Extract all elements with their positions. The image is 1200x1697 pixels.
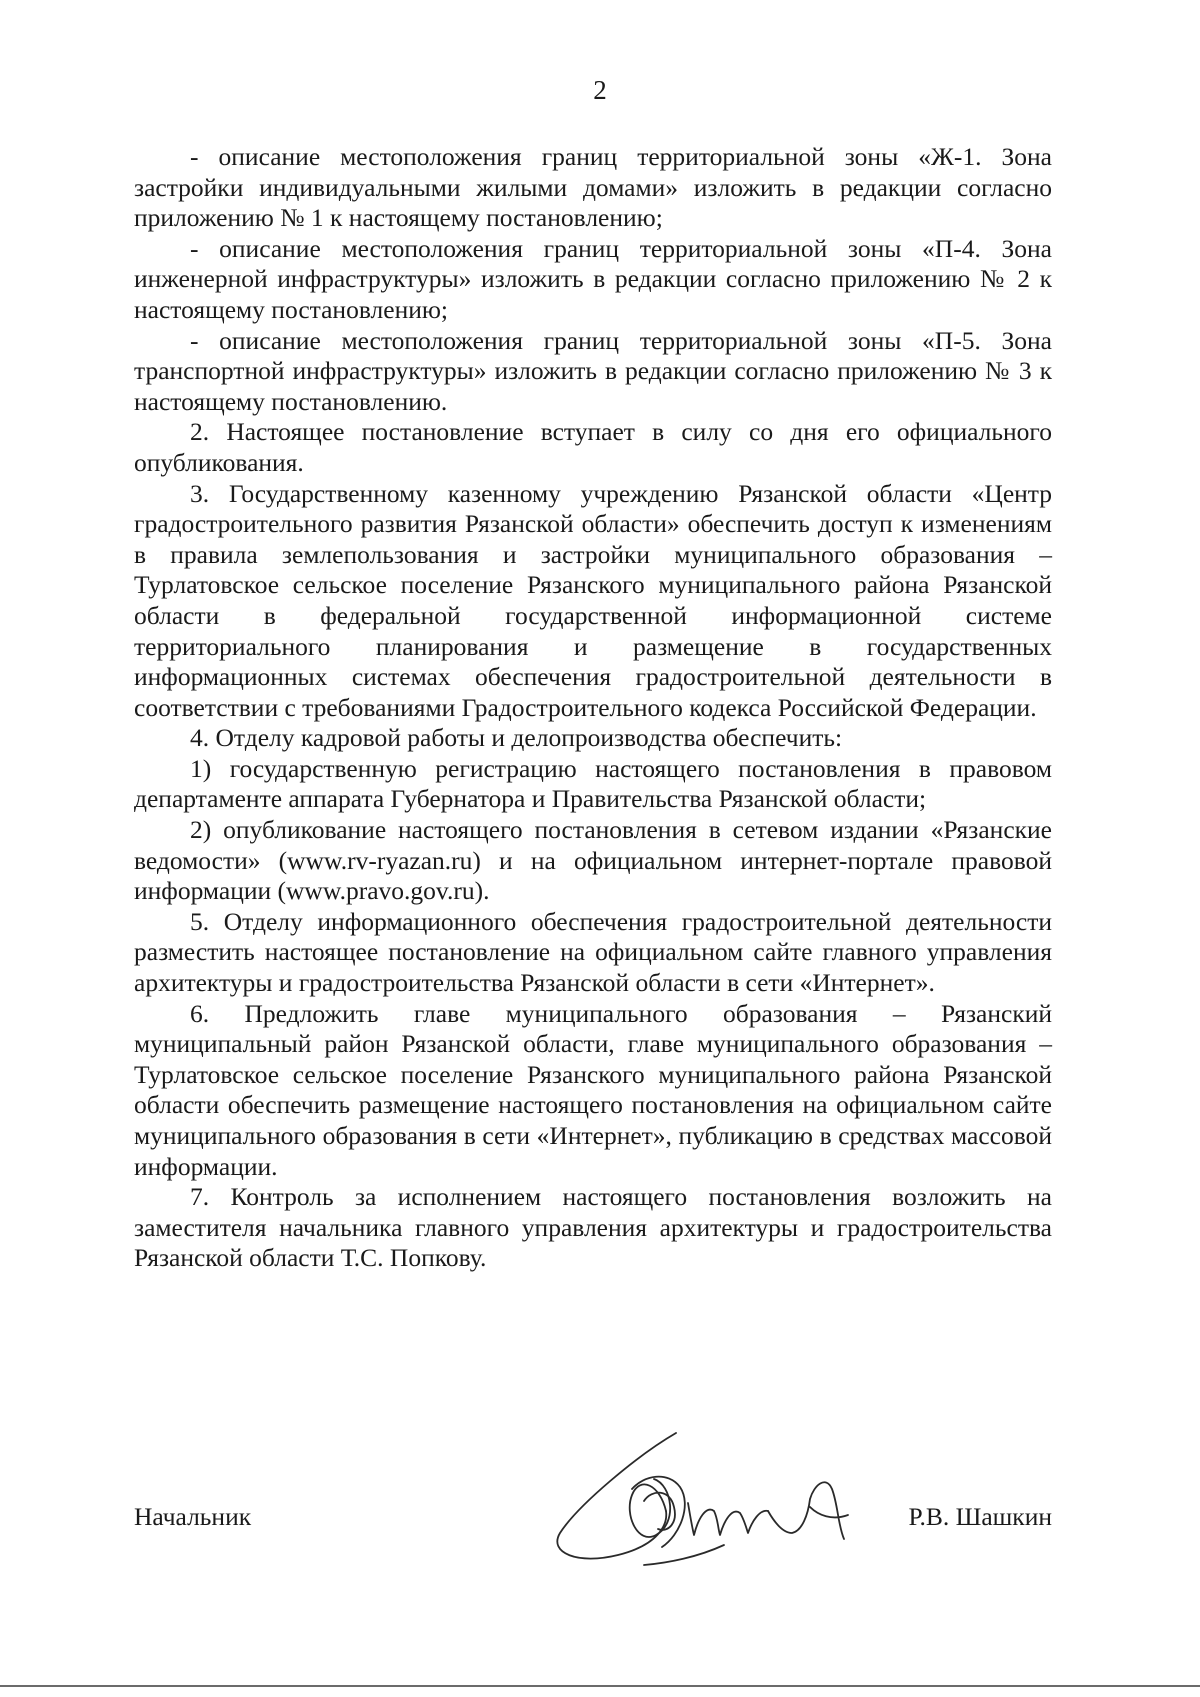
paragraph-item-4-2: 2) опубликование настоящего постановления в сетевом издании «Рязанские ведомости» (www.rv-ryazan.ru) и на официальном интернет-портале правовой информации (www.pravo.gov.ru). (134, 815, 1052, 906)
paragraph-item-5: 5. Отделу информационного обеспечения градостроительной деятельности разместить настоящее постановление на официальном сайте главного управления архитектуры и градостроительства Рязанской области в сети «Интернет». (134, 906, 1052, 998)
signature-block (134, 1502, 1052, 1542)
paragraph-zone-p5: - описание местоположения границ территориальной зоны «П-5. Зона транспортной инфраструктуры» изложить в редакции согласно приложению № 3 к настоящему постановлению. (134, 325, 1052, 416)
paragraph-zone-zh1: - описание местоположения границ территориальной зоны «Ж-1. Зона застройки индивидуальными жилыми домами» изложить в редакции согласно приложению № 1 к настоящему постановлению; (134, 142, 1052, 233)
signatory-name: Р.В. Шашкин (908, 1502, 1052, 1531)
paragraph-item-2: 2. Настоящее постановление вступает в силу со дня его официального опубликования. (134, 417, 1052, 477)
paragraph-item-3: 3. Государственному казенному учреждению Рязанской области «Центр градостроительного развития Рязанской области» обеспечить доступ к изменениям в правила землепользования и застройки муниципального образования – Турлатовское сельское поселение Рязанского муниципального района Рязанской области в федеральной государственной информационной системе территориального планирования и размещение в государственных информационных системах обеспечения градостроительной деятельности в соответствии с требованиями Градостроительного кодекса Российской Федерации. (134, 478, 1052, 722)
paragraph-item-4: 4. Отделу кадровой работы и делопроизводства обеспечить: (190, 723, 843, 753)
paragraph-item-7: 7. Контроль за исполнением настоящего постановления возложить на заместителя начальника главного управления архитектуры и градостроительства Рязанской области Т.С. Попкову. (134, 1182, 1052, 1273)
paragraph-item-6: 6. Предложить главе муниципального образования – Рязанский муниципальный район Рязанской области, главе муниципального образования – Турлатовское сельское поселение Рязанского муниципального района Рязанской области обеспечить размещение настоящего постановления на официальном сайте муниципального образования в сети «Интернет», публикацию в средствах массовой информации. (134, 998, 1052, 1181)
document-body (134, 142, 1052, 1274)
page-number: 2 (593, 75, 607, 105)
bottom-rule (0, 1685, 1200, 1687)
signatory-title: Начальник (134, 1502, 252, 1531)
paragraph-zone-p4: - описание местоположения границ территориальной зоны «П-4. Зона инженерной инфраструктуры» изложить в редакции согласно приложению № 2 к настоящему постановлению; (134, 233, 1052, 324)
paragraph-item-4-1: 1) государственную регистрацию настоящего постановления в правовом департаменте аппарата Губернатора и Правительства Рязанской области; (134, 753, 1052, 814)
